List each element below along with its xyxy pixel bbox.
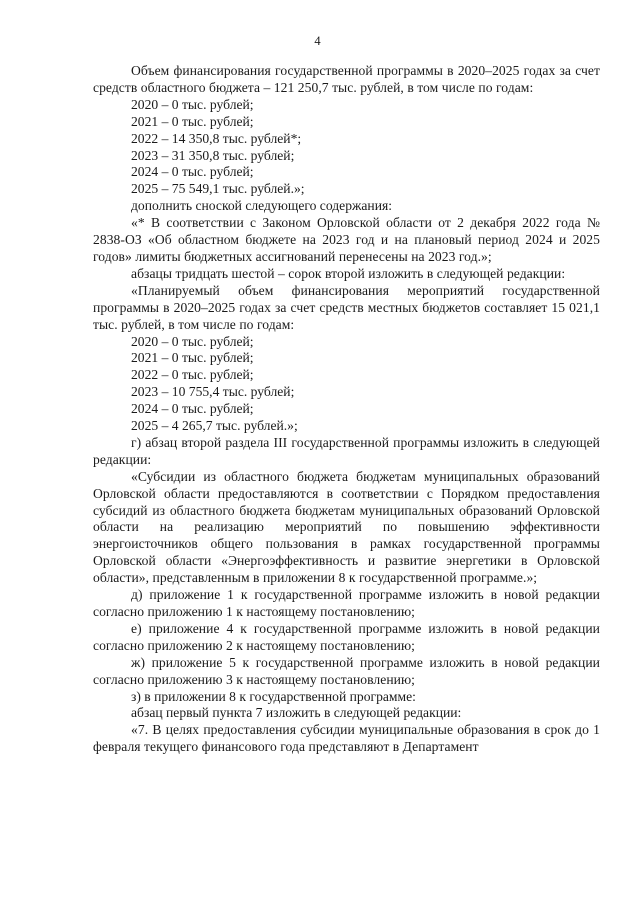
paragraph: «7. В целях предоставления субсидии муниципальные образования в срок до 1 февраля текущего финансового года представляют в Департамент: [93, 722, 600, 755]
text-line: 2025 – 75 549,1 тыс. рублей.»;: [131, 181, 305, 197]
paragraph: Объем финансирования государственной программы в 2020–2025 годах за счет средств областного бюджета – 121 250,7 тыс. рублей, в том числе по годам:: [93, 63, 600, 95]
text-line: 2021 – 0 тыс. рублей;: [131, 350, 254, 366]
paragraph: е) приложение 4 к государственной программе изложить в новой редакции согласно приложению 2 к настоящему постановлению;: [93, 620, 600, 653]
paragraph: ж) приложение 5 к государственной программе изложить в новой редакции согласно приложению 3 к настоящему постановлению;: [93, 654, 600, 687]
text-line: 2024 – 0 тыс. рублей;: [131, 164, 254, 180]
paragraph: «Планируемый объем финансирования мероприятий государственной программы в 2020–2025 годах за счет средств местных бюджетов составляет 15 021,1 тыс. рублей, в том числе по годам:: [93, 282, 600, 332]
text-line: 2022 – 14 350,8 тыс. рублей*;: [131, 130, 302, 146]
text-line: 2021 – 0 тыс. рублей;: [131, 113, 254, 129]
text-line: абзац первый пункта 7 изложить в следующей редакции:: [131, 705, 462, 721]
text-line: 2023 – 31 350,8 тыс. рублей;: [131, 147, 295, 163]
paragraph: «Субсидии из областного бюджета бюджетам муниципальных образований Орловской области предоставляются в соответствии с Порядком предоставления субсидий из областного бюджета бюджетам муниципальных образований Орловской области на реализацию мероприятий по повышению эффективности энергоисточников общего пользования в рамках государственной программы Орловской области «Энергоэффективность и развитие энергетики в Орловской области», представленным в приложении 8 к государственной программе.»;: [93, 468, 600, 586]
paragraph: д) приложение 1 к государственной программе изложить в новой редакции согласно приложению 1 к настоящему постановлению;: [93, 587, 600, 619]
text-line: 2020 – 0 тыс. рублей;: [131, 333, 254, 349]
paragraph: абзацы тридцать шестой – сорок второй изложить в следующей редакции:: [131, 265, 566, 281]
paragraph: г) абзац второй раздела III государственной программы изложить в следующей редакции:: [93, 434, 600, 467]
paragraph: «* В соответствии с Законом Орловской области от 2 декабря 2022 года № 2838-ОЗ «Об областном бюджете на 2023 год и на плановый период 2024 и 2025 годов» лимиты бюджетных ассигнований перенесены на 2023 год.»;: [93, 215, 600, 264]
text-line: 2022 – 0 тыс. рублей;: [131, 367, 254, 383]
text-line: 2023 – 10 755,4 тыс. рублей;: [131, 384, 295, 400]
text-line: 2025 – 4 265,7 тыс. рублей.»;: [131, 418, 298, 434]
page-number: 4: [314, 34, 321, 48]
text-line: з) в приложении 8 к государственной программе:: [131, 688, 416, 704]
text-line: 2020 – 0 тыс. рублей;: [131, 96, 254, 112]
text-line: 2024 – 0 тыс. рублей;: [131, 401, 254, 417]
document-body: [93, 63, 600, 756]
text-line: дополнить сноской следующего содержания:: [131, 198, 393, 214]
